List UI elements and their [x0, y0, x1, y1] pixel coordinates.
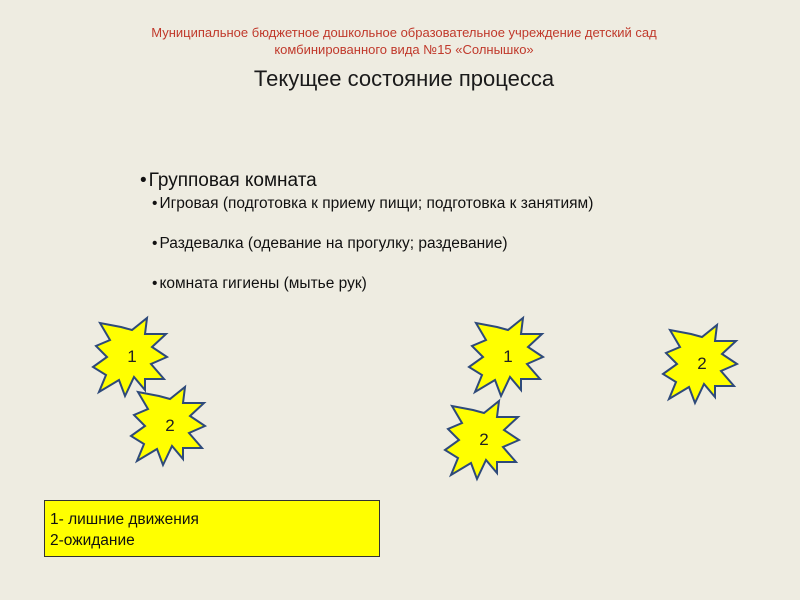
- bullet-main-label: Групповая комната: [148, 170, 317, 191]
- burst-number: 1: [127, 347, 137, 366]
- burst-number: 2: [697, 354, 707, 373]
- organization-header: [0, 24, 800, 58]
- legend-box: [44, 500, 380, 557]
- burst-marker: [130, 386, 210, 466]
- burst-number: 1: [503, 347, 513, 366]
- legend-line-2: 2-ожидание: [50, 532, 135, 549]
- bullet-main-item: [140, 170, 317, 192]
- bullet-sub-label: Раздевалка (одевание на прогулку; раздевание): [159, 235, 508, 252]
- organization-line-1: Муниципальное бюджетное дошкольное образовательное учреждение детский сад: [151, 25, 657, 40]
- page-title: Текущее состояние процесса: [253, 66, 555, 91]
- legend-line-1: 1- лишние движения: [50, 511, 199, 528]
- bullet-dot-icon: •: [152, 275, 158, 292]
- burst-number: 2: [479, 430, 489, 449]
- bullet-sub-item: [152, 195, 593, 213]
- bullet-sub-label: комната гигиены (мытье рук): [159, 275, 367, 292]
- burst-marker: [662, 324, 742, 404]
- bullet-sub-label: Игровая (подготовка к приему пищи; подготовка к занятиям): [159, 195, 594, 212]
- organization-line-2: комбинированного вида №15 «Солнышко»: [274, 42, 534, 57]
- burst-marker: [468, 317, 548, 397]
- bullet-dot-icon: •: [140, 170, 147, 191]
- burst-number: 2: [165, 416, 175, 435]
- bullet-dot-icon: •: [152, 195, 158, 212]
- bullet-dot-icon: •: [152, 235, 158, 252]
- burst-marker: [444, 400, 524, 480]
- bullet-sub-item: [152, 235, 508, 253]
- burst-marker: [92, 317, 172, 397]
- bullet-sub-item: [152, 275, 367, 293]
